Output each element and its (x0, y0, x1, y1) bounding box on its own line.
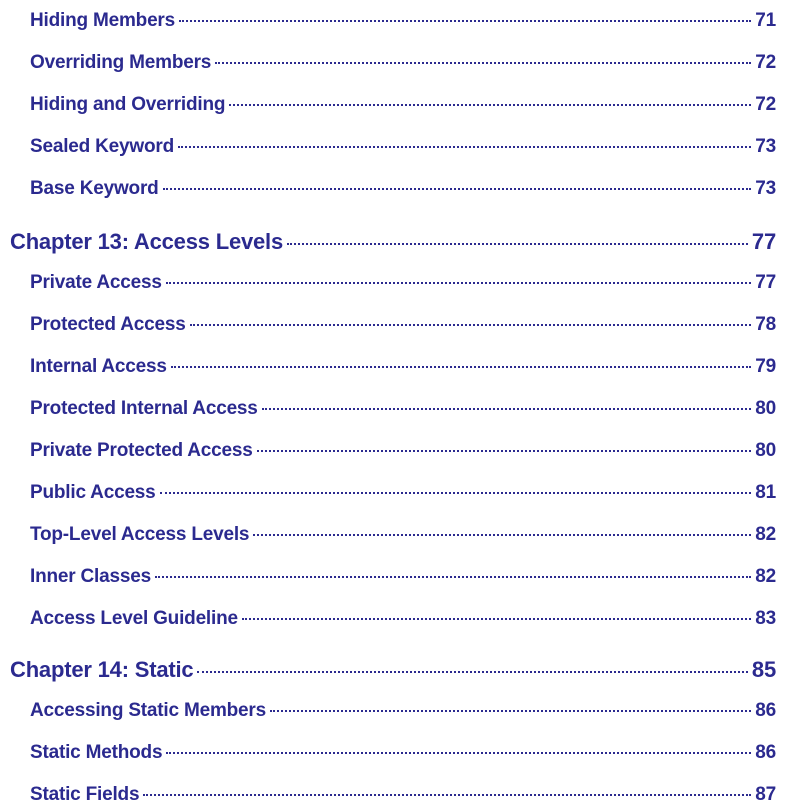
toc-entry-title: Static Fields (30, 784, 140, 805)
toc-entry-page-number: 78 (755, 314, 776, 335)
dot-leader (215, 62, 751, 64)
toc-entry-private-access[interactable] (30, 272, 776, 294)
toc-entry-title: Inner Classes (30, 566, 151, 587)
toc-entry-protected-access[interactable] (30, 314, 776, 336)
dot-leader (287, 243, 748, 245)
dot-leader (155, 576, 751, 578)
dot-leader (229, 104, 751, 106)
toc-entry-title: Static Methods (30, 742, 163, 763)
dot-leader (257, 450, 752, 452)
toc-chapter-page-number: 77 (751, 229, 776, 254)
toc-entry-page-number: 73 (755, 178, 776, 199)
toc-entry-overriding-members[interactable] (30, 52, 776, 74)
dot-leader (270, 710, 751, 712)
dot-leader (166, 282, 752, 284)
dot-leader (163, 188, 752, 190)
toc-entry-hiding-members[interactable] (30, 10, 776, 32)
dot-leader (171, 366, 752, 368)
dot-leader (197, 671, 747, 673)
toc-entry-page-number: 73 (755, 136, 776, 157)
toc-entry-page-number: 71 (755, 10, 776, 31)
toc-chapter-13[interactable] (10, 229, 776, 255)
toc-entry-inner-classes[interactable] (30, 566, 776, 588)
toc-entry-access-level-guideline[interactable] (30, 608, 776, 630)
toc-entry-title: Hiding and Overriding (30, 94, 226, 115)
toc-entry-title: Private Access (30, 272, 162, 293)
toc-entry-static-fields[interactable] (30, 784, 776, 806)
toc-entry-title: Public Access (30, 482, 156, 503)
toc-chapter-page-number: 85 (751, 657, 776, 682)
toc-entry-page-number: 82 (755, 524, 776, 545)
toc-entry-title: Protected Access (30, 314, 186, 335)
toc-entry-page-number: 72 (755, 52, 776, 73)
toc-entry-page-number: 77 (755, 272, 776, 293)
toc-entry-private-protected-access[interactable] (30, 440, 776, 462)
toc-entry-title: Internal Access (30, 356, 167, 377)
dot-leader (190, 324, 752, 326)
toc-entry-page-number: 72 (755, 94, 776, 115)
dot-leader (166, 752, 751, 754)
toc-entry-page-number: 79 (755, 356, 776, 377)
dot-leader (253, 534, 751, 536)
dot-leader (262, 408, 752, 410)
toc-entry-public-access[interactable] (30, 482, 776, 504)
toc-entry-title: Private Protected Access (30, 440, 253, 461)
dot-leader (242, 618, 751, 620)
toc-entry-page-number: 83 (755, 608, 776, 629)
toc-entry-page-number: 86 (755, 742, 776, 763)
toc-entry-page-number: 82 (755, 566, 776, 587)
toc-entry-title: Protected Internal Access (30, 398, 258, 419)
toc-entry-page-number: 87 (755, 784, 776, 805)
toc-chapter-title: Chapter 14: Static (10, 657, 194, 682)
toc-entry-title: Hiding Members (30, 10, 175, 31)
toc-entry-title: Sealed Keyword (30, 136, 174, 157)
toc-entry-base-keyword[interactable] (30, 178, 776, 200)
toc-entry-top-level-access-levels[interactable] (30, 524, 776, 546)
dot-leader (179, 20, 751, 22)
dot-leader (160, 492, 752, 494)
toc-entry-page-number: 86 (755, 700, 776, 721)
toc-entry-hiding-and-overriding[interactable] (30, 94, 776, 116)
dot-leader (178, 146, 751, 148)
toc-entry-title: Overriding Members (30, 52, 212, 73)
toc-chapter-14[interactable] (10, 657, 776, 683)
toc-entry-sealed-keyword[interactable] (30, 136, 776, 158)
toc-entry-internal-access[interactable] (30, 356, 776, 378)
toc-entry-accessing-static-members[interactable] (30, 700, 776, 722)
toc-entry-protected-internal-access[interactable] (30, 398, 776, 420)
toc-chapter-title: Chapter 13: Access Levels (10, 229, 283, 254)
toc-entry-title: Top-Level Access Levels (30, 524, 250, 545)
toc-entry-title: Access Level Guideline (30, 608, 238, 629)
toc-entry-title: Base Keyword (30, 178, 159, 199)
toc-entry-title: Accessing Static Members (30, 700, 266, 721)
toc-entry-static-methods[interactable] (30, 742, 776, 764)
toc-entry-page-number: 81 (755, 482, 776, 503)
toc-entry-page-number: 80 (755, 398, 776, 419)
dot-leader (143, 794, 751, 796)
toc-entry-page-number: 80 (755, 440, 776, 461)
